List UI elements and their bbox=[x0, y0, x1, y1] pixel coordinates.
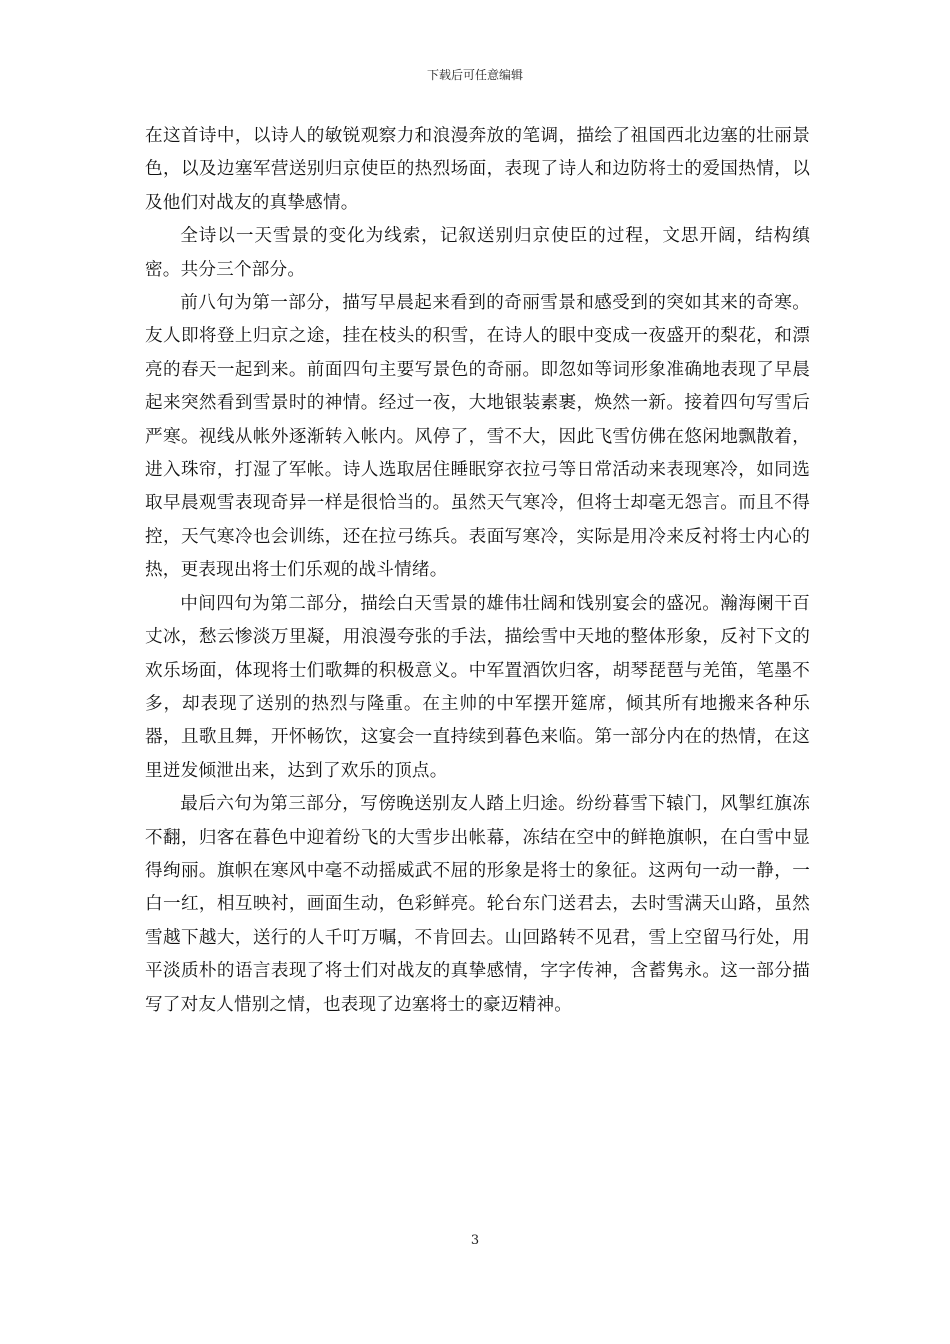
page-number: 3 bbox=[470, 1233, 480, 1248]
paragraph-part-one: 前八句为第一部分，描写早晨起来看到的奇丽雪景和感受到的突如其来的奇寒。友人即将登上归京之途，挂在枝头的积雪，在诗人的眼中变成一夜盛开的梨花，和漂亮的春天一起到来。前面四句主要写景色的奇丽。即忽如等词形象准确地表现了早晨起来突然看到雪景时的神情。经过一夜，大地银装素裹，焕然一新。接着四句写雪后严寒。视线从帐外逐渐转入帐内。风停了，雪不大，因此飞雪仿佛在悠闲地飘散着，进入珠帘，打湿了军帐。诗人选取居住睡眠穿衣拉弓等日常活动来表现寒冷，如同选取早晨观雪表现奇异一样是很恰当的。虽然天气寒冷，但将士却毫无怨言。而且不得控，天气寒冷也会训练，还在拉弓练兵。表面写寒冷，实际是用冷来反衬将士内心的热，更表现出将士们乐观的战斗情绪。 bbox=[145, 293, 810, 581]
body-text bbox=[145, 120, 810, 1022]
paragraph-part-three: 最后六句为第三部分，写傍晚送别友人踏上归途。纷纷暮雪下辕门，风掣红旗冻不翻，归客在暮色中迎着纷飞的大雪步出帐幕，冻结在空中的鲜艳旗帜，在白雪中显得绚丽。旗帜在寒风中毫不动摇威武不屈的形象是将士的象征。这两句一动一静，一白一红，相互映衬，画面生动，色彩鲜亮。轮台东门送君去，去时雪满天山路，虽然雪越下越大，送行的人千叮万嘱，不肯回去。山回路转不见君，雪上空留马行处，用平淡质朴的语言表现了将士们对战友的真挚感情，字字传神，含蓄隽永。这一部分描写了对友人惜别之情，也表现了边塞将士的豪迈精神。 bbox=[145, 794, 810, 1015]
paragraph-part-two: 中间四句为第二部分，描绘白天雪景的雄伟壮阔和饯别宴会的盛况。瀚海阑干百丈冰，愁云惨淡万里凝，用浪漫夸张的手法，描绘雪中天地的整体形象，反衬下文的欢乐场面，体现将士们歌舞的积极意义。中军置酒饮归客，胡琴琵琶与羌笛，笔墨不多，却表现了送别的热烈与隆重。在主帅的中军摆开筵席，倾其所有地搬来各种乐器，且歌且舞，开怀畅饮，这宴会一直持续到暮色来临。第一部分内在的热情，在这里迸发倾泄出来，达到了欢乐的顶点。 bbox=[145, 593, 810, 781]
paragraph-intro: 在这首诗中，以诗人的敏锐观察力和浪漫奔放的笔调，描绘了祖国西北边塞的壮丽景色，以及边塞军营送别归京使臣的热烈场面，表现了诗人和边防将士的爱国热情，以及他们对战友的真挚感情。 bbox=[145, 126, 810, 213]
paragraph-structure: 全诗以一天雪景的变化为线索，记叙送别归京使臣的过程，文思开阔，结构缜密。共分三个部分。 bbox=[145, 226, 810, 280]
page-header: 下载后可任意编辑 bbox=[426, 68, 523, 82]
